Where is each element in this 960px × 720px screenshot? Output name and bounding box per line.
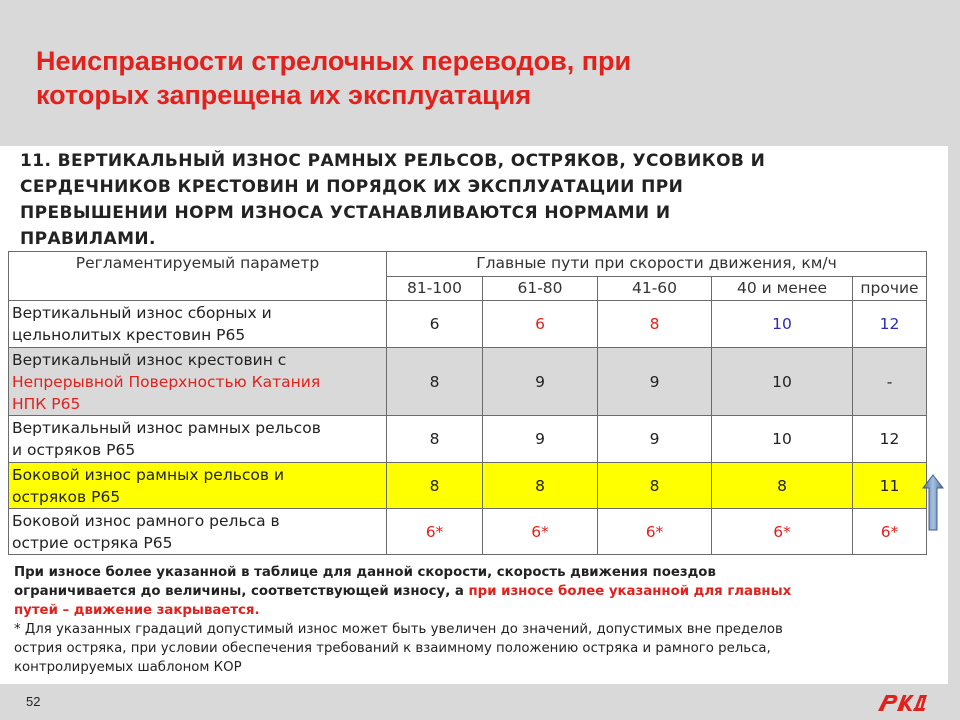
speed-column-header: 41-60: [598, 277, 712, 301]
value-cell: 6: [483, 301, 598, 348]
param-cell: [9, 348, 387, 416]
value-cell: 10: [712, 416, 853, 463]
param-text: Вертикальный износ рамных рельсов: [12, 419, 321, 437]
param-text: Вертикальный износ сборных и: [12, 304, 272, 322]
param-text: Боковой износ рамного рельса в: [12, 511, 280, 530]
value-cell: 8: [712, 463, 853, 509]
value-cell: 12: [853, 416, 927, 463]
value-cell: 10: [712, 348, 853, 416]
value-cell: 6*: [387, 509, 483, 555]
heading-line-3: ПРЕВЫШЕНИИ НОРМ ИЗНОСА УСТАНАВЛИВАЮТСЯ НОРМАМИ И: [20, 203, 671, 223]
table-header-row: [9, 252, 927, 277]
speed-restriction-note: [14, 563, 939, 620]
title-line-2: которых запрещена их эксплуатация: [36, 80, 532, 110]
value-cell: 12: [853, 301, 927, 348]
speed-column-header: 61-80: [483, 277, 598, 301]
value-cell: 9: [483, 416, 598, 463]
param-text: острие остряка Р65: [12, 533, 173, 552]
param-cell: [9, 416, 387, 463]
footnote-text: острия остряка, при условии обеспечения требований к взаимному положению остряка и рамного рельса,: [14, 641, 771, 656]
param-text: Боковой износ рамных рельсов и: [12, 465, 285, 484]
page-title: [36, 44, 916, 112]
right-edge-strip: [948, 0, 960, 720]
note-text: При износе более указанной в таблице для данной скорости, скорость движения поездов: [14, 565, 716, 580]
footnote: [14, 620, 939, 677]
value-cell: 8: [387, 416, 483, 463]
value-cell: 10: [712, 301, 853, 348]
value-cell: 9: [483, 348, 598, 416]
footnote-text: контролируемых шаблоном КОР: [14, 660, 242, 675]
note-text-highlight: путей – движение закрывается.: [14, 603, 260, 618]
note-text: ограничивается до величины, соответствующей износу, а: [14, 584, 469, 599]
param-text: и остряков Р65: [12, 441, 136, 459]
value-cell: 6: [387, 301, 483, 348]
table-row: [9, 509, 927, 555]
value-cell: 8: [483, 463, 598, 509]
page-number: 52: [26, 694, 41, 709]
up-arrow-icon: [922, 474, 944, 532]
value-cell: 9: [598, 416, 712, 463]
param-text: цельнолитых крестовин Р65: [12, 326, 246, 344]
param-cell: [9, 463, 387, 509]
value-cell: 6*: [483, 509, 598, 555]
heading-line-2: СЕРДЕЧНИКОВ КРЕСТОВИН И ПОРЯДОК ИХ ЭКСПЛУАТАЦИИ ПРИ: [20, 177, 684, 197]
heading-line-1: 11. ВЕРТИКАЛЬНЫЙ ИЗНОС РАМНЫХ РЕЛЬСОВ, ОСТРЯКОВ, УСОВИКОВ И: [20, 151, 766, 171]
value-cell: 9: [598, 348, 712, 416]
wear-norms-table: [8, 251, 927, 555]
heading-line-4: ПРАВИЛАМИ.: [20, 229, 156, 249]
value-cell: 6*: [853, 509, 927, 555]
param-text: остряков Р65: [12, 487, 121, 506]
speed-group-header: Главные пути при скорости движения, км/ч: [387, 252, 927, 277]
param-cell: [9, 301, 387, 348]
value-cell: 6*: [598, 509, 712, 555]
param-text-highlight: НПК Р65: [12, 394, 81, 413]
table-row: [9, 463, 927, 509]
rzd-logo-icon: [876, 691, 928, 713]
param-column-header: Регламентируемый параметр: [9, 252, 387, 301]
table-row: [9, 416, 927, 463]
param-text-highlight: Непрерывной Поверхностью Катания: [12, 372, 321, 391]
param-text: Вертикальный износ крестовин с: [12, 350, 287, 369]
section-heading: [20, 148, 935, 252]
value-cell: 11: [853, 463, 927, 509]
value-cell: 8: [598, 301, 712, 348]
notes-block: [14, 563, 939, 677]
param-cell: [9, 509, 387, 555]
table-row: [9, 348, 927, 416]
value-cell: -: [853, 348, 927, 416]
value-cell: 8: [387, 348, 483, 416]
value-cell: 8: [387, 463, 483, 509]
note-text-highlight: при износе более указанной для главных: [468, 584, 792, 599]
title-line-1: Неисправности стрелочных переводов, при: [36, 46, 632, 76]
speed-column-header: 40 и менее: [712, 277, 853, 301]
table-row: [9, 301, 927, 348]
value-cell: 6*: [712, 509, 853, 555]
speed-column-header: 81-100: [387, 277, 483, 301]
speed-column-header: прочие: [853, 277, 927, 301]
footer-band: [0, 684, 960, 720]
value-cell: 8: [598, 463, 712, 509]
footnote-text: * Для указанных градаций допустимый износ может быть увеличен до значений, допустимых вне пределов: [14, 622, 783, 637]
